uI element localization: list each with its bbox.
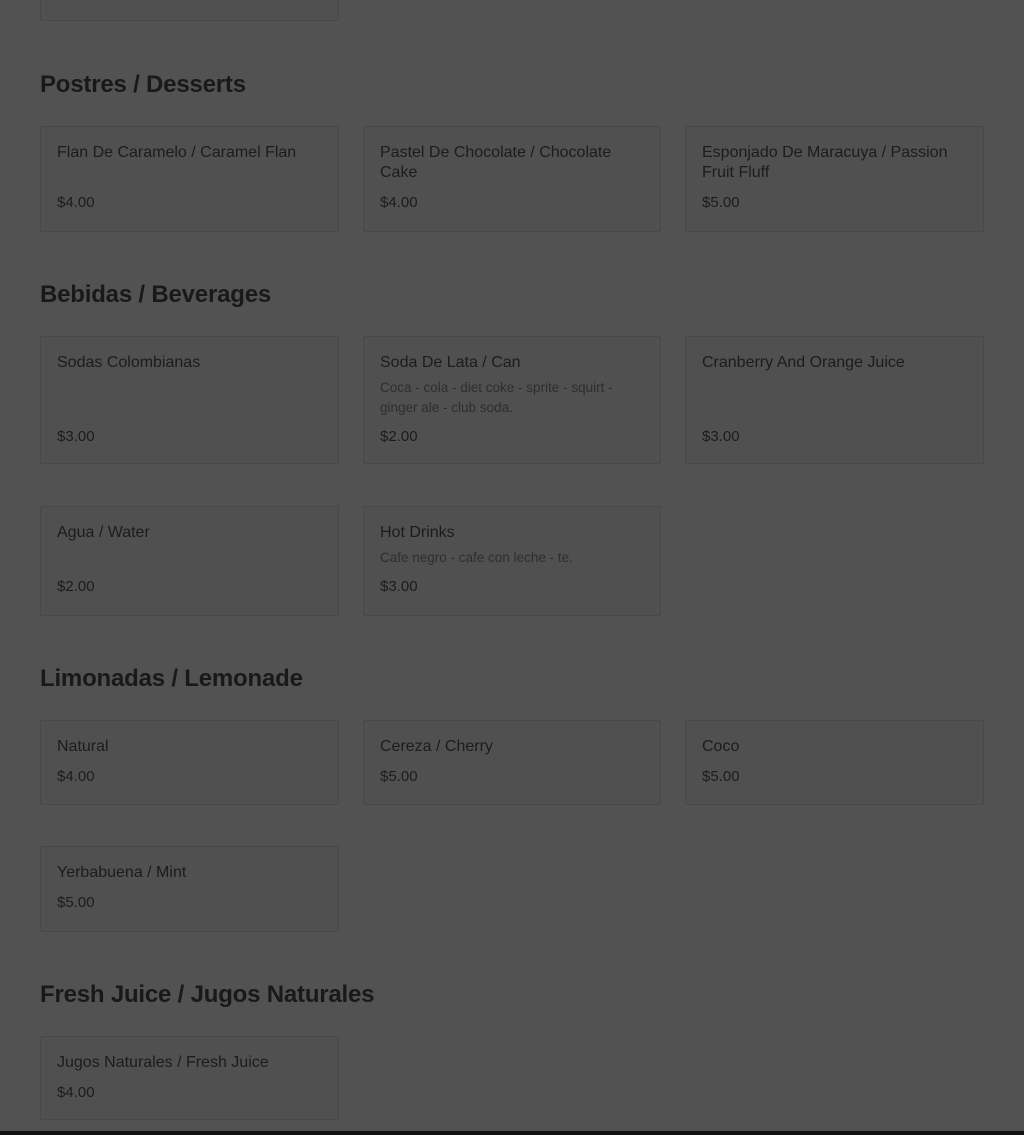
menu-item-price: $3.00 <box>57 428 95 445</box>
menu-item-card[interactable] <box>363 126 661 232</box>
menu-item-card[interactable] <box>685 336 984 464</box>
menu-item-name: Soda De Lata / Can <box>380 354 521 371</box>
menu-item-price: $5.00 <box>57 894 95 911</box>
menu-item-price: $5.00 <box>702 768 740 785</box>
menu-item-card[interactable] <box>40 1036 339 1120</box>
menu-item-price: $4.00 <box>57 1084 95 1101</box>
menu-item-card[interactable] <box>40 336 339 464</box>
menu-item-card[interactable] <box>40 720 339 805</box>
menu-item-name: Esponjado De Maracuya / Passion Fruit Fluff <box>702 144 948 181</box>
section-title-beverages: Bebidas / Beverages <box>40 281 271 308</box>
menu-item-card[interactable] <box>40 506 339 616</box>
menu-item-card[interactable] <box>40 846 339 932</box>
menu-item-name: Yerbabuena / Mint <box>57 864 187 881</box>
menu-item-price: $5.00 <box>702 194 740 211</box>
menu-item-card[interactable] <box>363 720 661 805</box>
menu-item-price: $5.00 <box>380 768 418 785</box>
section-title-fresh-juice: Fresh Juice / Jugos Naturales <box>40 981 375 1008</box>
menu-item-card[interactable] <box>685 720 984 805</box>
menu-item-description: Cafe negro - cafe con leche - te. <box>380 550 573 565</box>
menu-item-name: Flan De Caramelo / Caramel Flan <box>57 144 297 161</box>
menu-item-price: $4.00 <box>57 194 95 211</box>
menu-item-name: Natural <box>57 738 109 755</box>
menu-item-card[interactable] <box>40 126 339 232</box>
menu-item-price: $4.00 <box>57 768 95 785</box>
menu-item-price: $4.00 <box>380 194 418 211</box>
menu-item-price: $2.00 <box>57 578 95 595</box>
menu-item-name: Cereza / Cherry <box>380 738 493 755</box>
menu-item-card-partial[interactable] <box>40 0 339 21</box>
menu-item-name: Hot Drinks <box>380 524 455 541</box>
menu-item-name: Pastel De Chocolate / Chocolate Cake <box>380 144 612 181</box>
menu-item-name: Cranberry And Orange Juice <box>702 354 905 371</box>
menu-item-price: $3.00 <box>380 578 418 595</box>
menu-item-card[interactable] <box>363 336 661 464</box>
section-title-desserts: Postres / Desserts <box>40 71 246 98</box>
menu-item-description: Coca - cola - diet coke - sprite - squirt - ginger ale - club soda. <box>380 380 613 415</box>
bottom-bar <box>0 1131 1024 1135</box>
menu-item-name: Jugos Naturales / Fresh Juice <box>57 1054 269 1071</box>
menu-item-card[interactable] <box>363 506 661 616</box>
menu-item-price: $3.00 <box>702 428 740 445</box>
menu-item-name: Sodas Colombianas <box>57 354 201 371</box>
menu-item-price: $2.00 <box>380 428 418 445</box>
menu-item-name: Coco <box>702 738 740 755</box>
menu-item-name: Agua / Water <box>57 524 150 541</box>
section-title-lemonade: Limonadas / Lemonade <box>40 665 303 692</box>
menu-item-card[interactable] <box>685 126 984 232</box>
